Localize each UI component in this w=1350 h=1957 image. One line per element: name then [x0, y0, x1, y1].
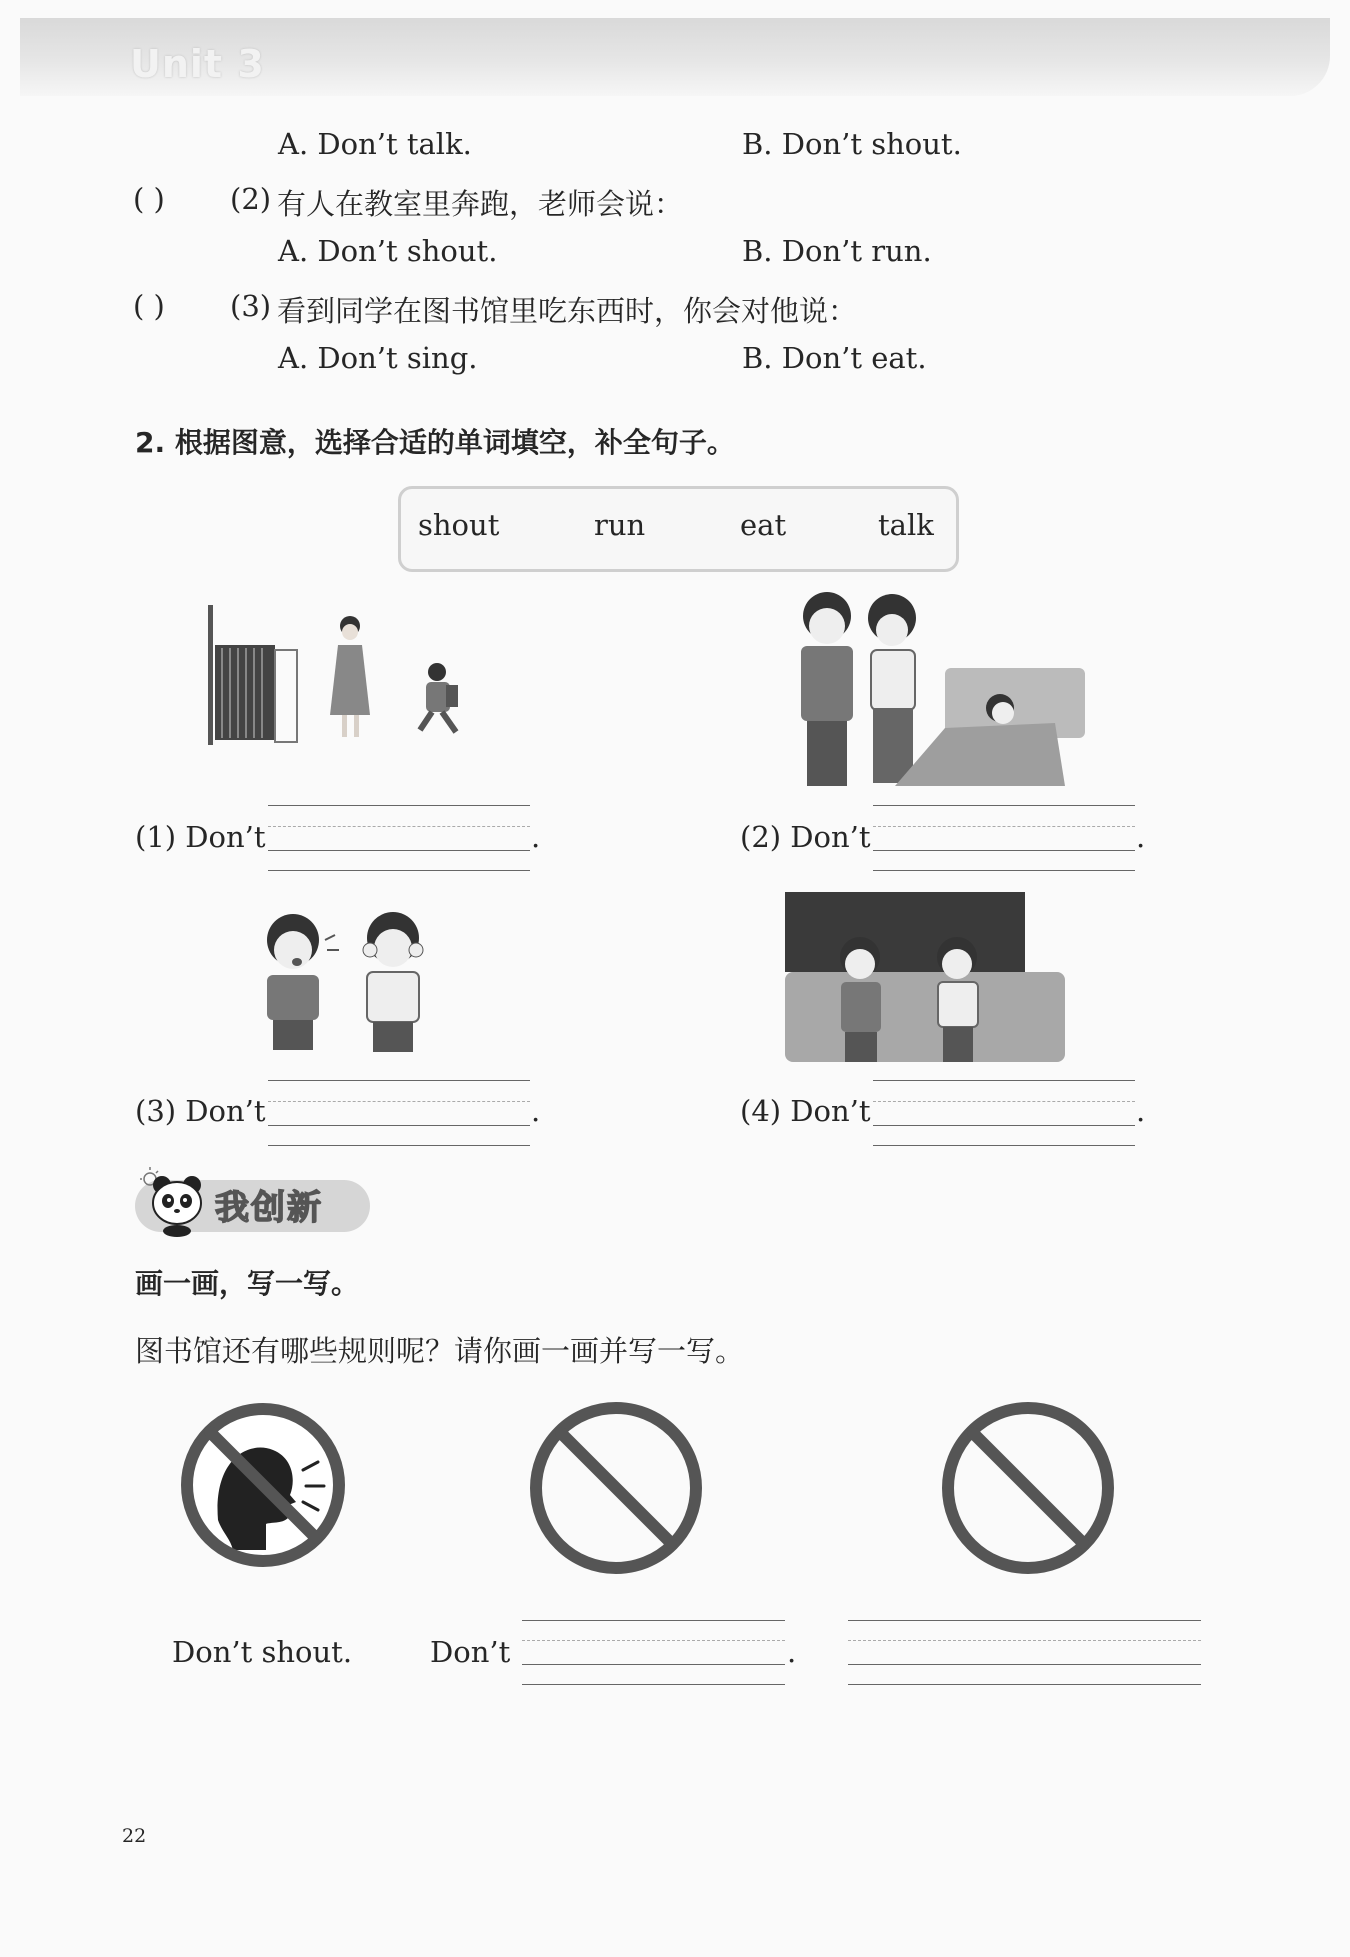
answer-guideline — [522, 1620, 785, 1621]
answer-guideline — [268, 805, 530, 806]
q3-number: (3) — [230, 289, 272, 323]
item3-label: (3) Don’t — [135, 1094, 266, 1128]
word-bank-item: run — [594, 508, 646, 542]
q3-answer-blank[interactable]: ( ) — [133, 289, 165, 323]
answer-guideline — [268, 1101, 530, 1102]
answer-guideline — [873, 1145, 1135, 1146]
q2-number: (2) — [230, 182, 272, 216]
q3-option-a: A. Don’t sing. — [278, 341, 478, 375]
word-bank-item: eat — [740, 508, 787, 542]
answer-guideline — [522, 1640, 785, 1641]
no-shouting-sign-icon — [178, 1400, 348, 1570]
answer-guideline — [268, 870, 530, 871]
q1-option-b: B. Don’t shout. — [742, 127, 962, 161]
answer-line-1[interactable] — [268, 850, 530, 851]
sign2-answer-line[interactable] — [522, 1664, 785, 1665]
answer-guideline — [268, 1080, 530, 1081]
q2-answer-blank[interactable]: ( ) — [133, 182, 165, 216]
panda-icon — [140, 1165, 215, 1237]
sign1-caption: Don’t shout. — [172, 1635, 353, 1669]
illustration-shouting — [255, 910, 445, 1060]
item2-label: (2) Don’t — [740, 820, 871, 854]
item3-period: . — [531, 1094, 541, 1128]
answer-guideline — [268, 826, 530, 827]
answer-guideline — [873, 826, 1135, 827]
unit-label: Unit 3 — [130, 42, 265, 86]
answer-guideline — [873, 1080, 1135, 1081]
page-number: 22 — [122, 1825, 147, 1847]
answer-guideline — [522, 1684, 785, 1685]
answer-guideline — [848, 1620, 1201, 1621]
answer-guideline — [268, 1145, 530, 1146]
answer-line-4[interactable] — [873, 1125, 1135, 1126]
item1-label: (1) Don’t — [135, 820, 266, 854]
q2-question: 有人在教室里奔跑，老师会说： — [277, 187, 684, 221]
sign2-prefix: Don’t — [430, 1635, 511, 1669]
answer-guideline — [873, 1101, 1135, 1102]
word-bank-item: talk — [878, 508, 934, 542]
q2-option-b: B. Don’t run. — [742, 234, 932, 268]
part2-title: 2. 根据图意，选择合适的单词填空，补全句子。 — [135, 426, 735, 459]
answer-line-3[interactable] — [268, 1125, 530, 1126]
illustration-running — [200, 600, 480, 770]
answer-guideline — [873, 805, 1135, 806]
illustration-talking — [785, 892, 1065, 1064]
q3-question: 看到同学在图书馆里吃东西时，你会对他说： — [277, 294, 858, 328]
empty-prohibition-sign-icon[interactable] — [940, 1400, 1116, 1576]
sign3-answer-line[interactable] — [848, 1664, 1201, 1665]
q3-option-b: B. Don’t eat. — [742, 341, 927, 375]
empty-prohibition-sign-icon[interactable] — [528, 1400, 704, 1576]
item2-period: . — [1136, 820, 1146, 854]
answer-guideline — [848, 1640, 1201, 1641]
answer-line-2[interactable] — [873, 850, 1135, 851]
item4-period: . — [1136, 1094, 1146, 1128]
answer-guideline — [873, 870, 1135, 871]
illustration-sleeping — [795, 588, 1095, 788]
create-instruction: 图书馆还有哪些规则呢？请你画一画并写一写。 — [135, 1334, 745, 1368]
item1-period: . — [531, 820, 541, 854]
answer-guideline — [848, 1684, 1201, 1685]
word-bank-item: shout — [418, 508, 500, 542]
create-subtitle: 画一画，写一写。 — [135, 1267, 360, 1300]
q1-option-a: A. Don’t talk. — [278, 127, 472, 161]
q2-option-a: A. Don’t shout. — [278, 234, 498, 268]
sign2-period: . — [787, 1635, 797, 1669]
item4-label: (4) Don’t — [740, 1094, 871, 1128]
create-badge-title: 我创新 — [215, 1188, 323, 1228]
